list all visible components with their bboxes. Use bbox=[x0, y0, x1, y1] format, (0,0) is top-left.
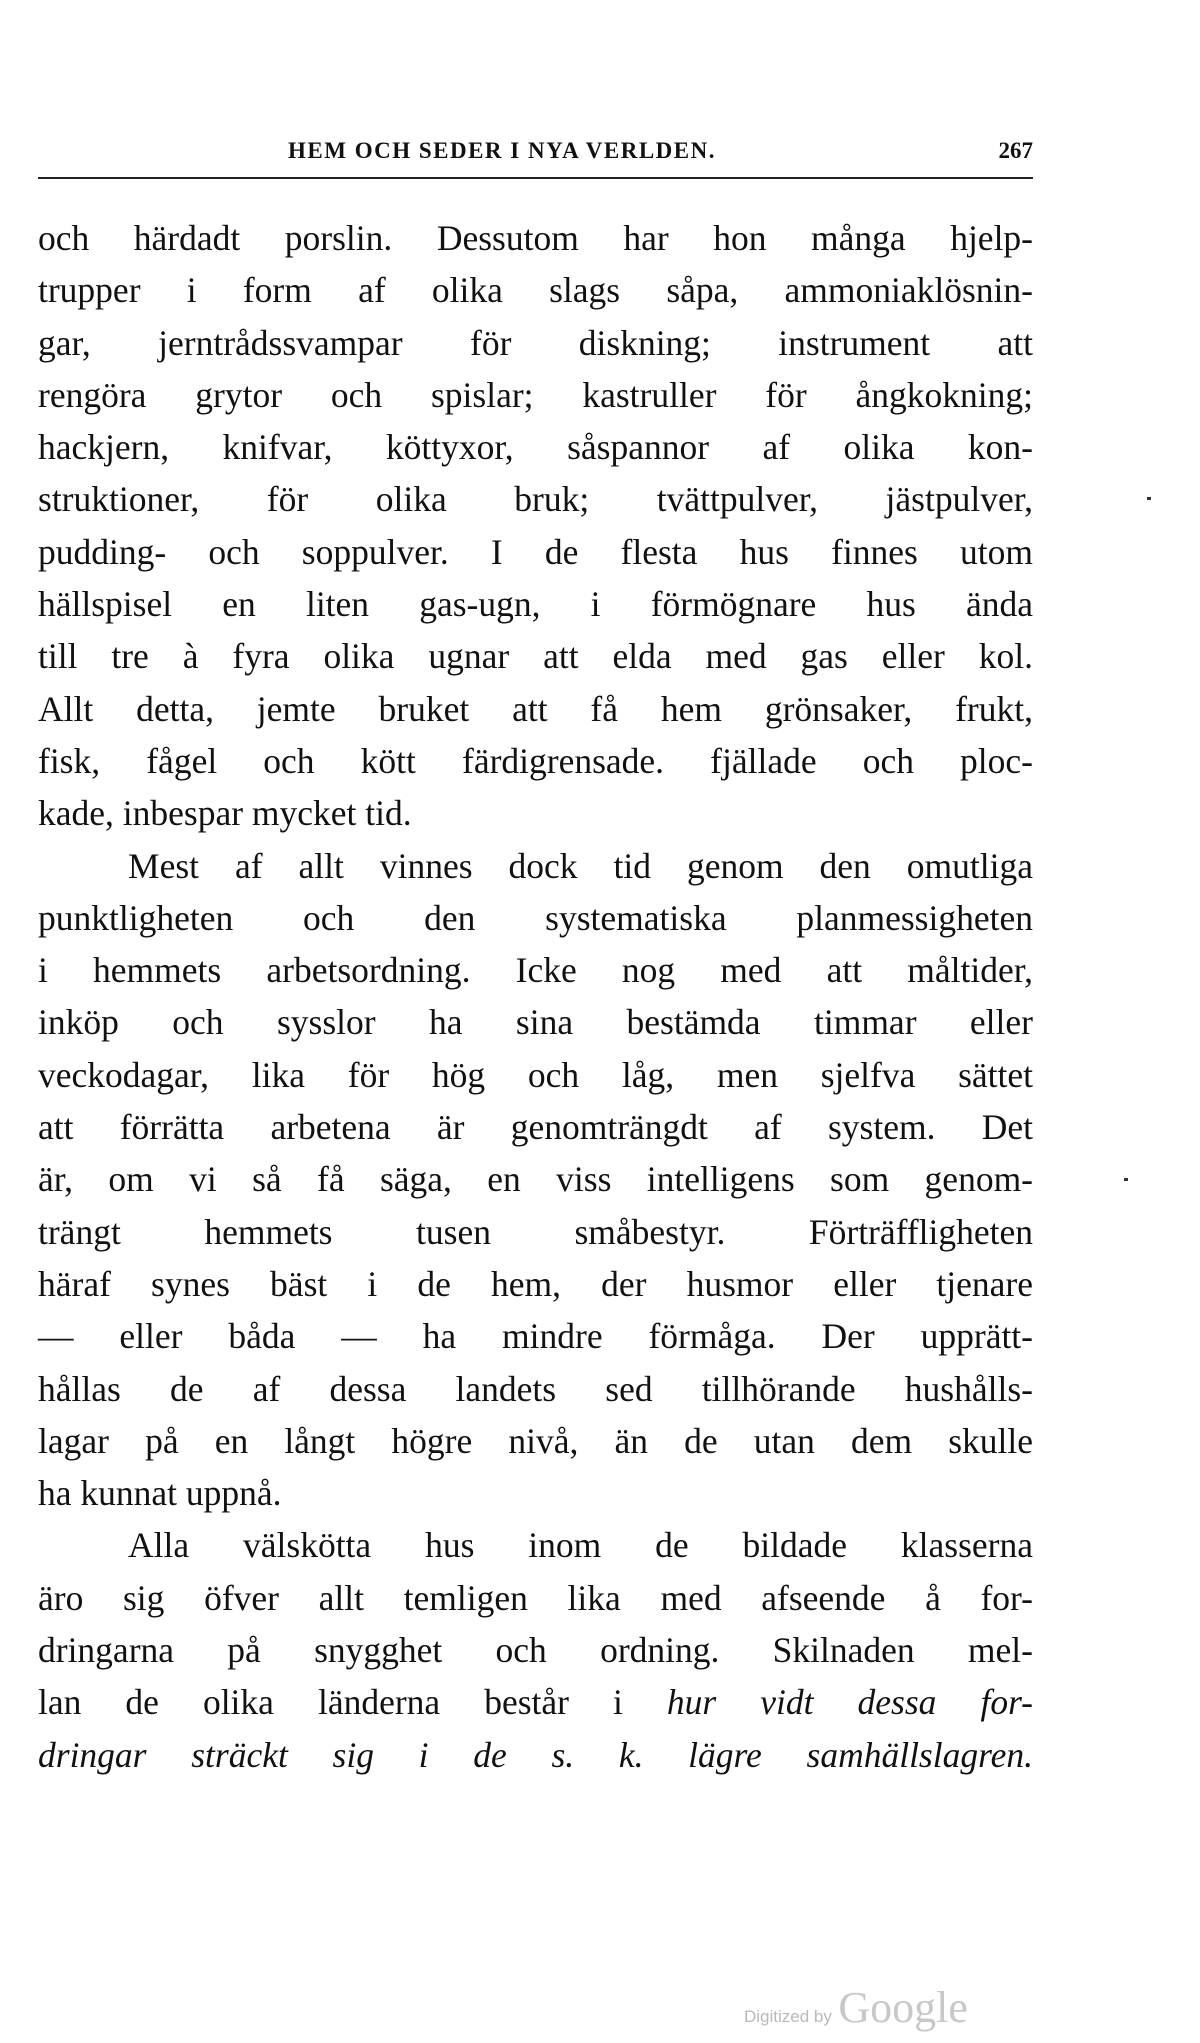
watermark-brand: Google bbox=[838, 1983, 968, 2032]
text-line-mixed bbox=[38, 1676, 1033, 1728]
text-line: pudding- och soppulver. I de flesta hus finnes utom bbox=[38, 531, 1033, 572]
text-line: fisk, fågel och kött färdigrensade. fjällade och ploc- bbox=[38, 740, 1033, 781]
text-line: punktligheten och den systematiska planmessigheten bbox=[38, 897, 1033, 938]
text-line: hällspisel en liten gas-ugn, i förmögnare hus ända bbox=[38, 584, 1033, 625]
text-line: och härdadt porslin. Dessutom har hon många hjelp- bbox=[38, 218, 1033, 258]
digitized-watermark bbox=[744, 1982, 968, 2033]
text-line: — eller båda — ha mindre förmåga. Der upprätt- bbox=[38, 1316, 1033, 1357]
text-line: att förrätta arbetena är genomträngdt af system. Det bbox=[38, 1107, 1033, 1148]
header-rule bbox=[38, 177, 1033, 179]
text-line: inköp och sysslor ha sina bestämda timmar eller bbox=[38, 1002, 1033, 1043]
text-line: dringarna på snygghet och ordning. Skilnaden mel- bbox=[38, 1630, 1033, 1671]
paragraph-first-line: Mest af allt vinnes dock tid genom den omutliga bbox=[128, 845, 1033, 886]
text-line: häraf synes bäst i de hem, der husmor eller tjenare bbox=[38, 1263, 1033, 1304]
running-title: HEM OCH SEDER I NYA VERLDEN. bbox=[288, 138, 716, 163]
text-line: veckodagar, lika för hög och låg, men sjelfva sättet bbox=[38, 1054, 1033, 1095]
text-segment: lan de olika länderna består i bbox=[38, 1682, 623, 1723]
margin-speck bbox=[1147, 497, 1151, 500]
page-number: 267 bbox=[998, 138, 1033, 163]
text-line: trupper i form af olika slags såpa, ammoniaklösnin- bbox=[38, 270, 1033, 311]
text-line: i hemmets arbetsordning. Icke nog med att måltider, bbox=[38, 950, 1033, 991]
text-line: kade, inbespar mycket tid. bbox=[38, 793, 412, 834]
paragraph-first-line: Alla välskötta hus inom de bildade klasserna bbox=[128, 1525, 1033, 1566]
text-line: rengöra grytor och spislar; kastruller för ångkokning; bbox=[38, 374, 1033, 415]
text-line: Allt detta, jemte bruket att få hem grönsaker, frukt, bbox=[38, 688, 1033, 729]
italic-text: dringar sträckt sig i de s. k. lägre samhällslagren. bbox=[38, 1734, 1033, 1775]
text-line: struktioner, för olika bruk; tvättpulver, jästpulver, bbox=[38, 479, 1033, 520]
text-line: till tre à fyra olika ugnar att elda med gas eller kol. bbox=[38, 636, 1033, 677]
text-line-italic bbox=[38, 1729, 1033, 1781]
text-line: ha kunnat uppnå. bbox=[38, 1473, 282, 1514]
running-head bbox=[38, 132, 1033, 172]
margin-speck bbox=[1124, 1178, 1128, 1181]
text-line: äro sig öfver allt temligen lika med afseende å for- bbox=[38, 1577, 1033, 1618]
watermark-prefix: Digitized by bbox=[744, 2007, 832, 2026]
italic-text: hur vidt dessa for- bbox=[666, 1682, 1034, 1723]
text-line: hackjern, knifvar, köttyxor, såspannor af olika kon- bbox=[38, 427, 1033, 468]
text-line: lagar på en långt högre nivå, än de utan dem skulle bbox=[38, 1420, 1033, 1461]
text-line: är, om vi så få säga, en viss intelligens som genom- bbox=[38, 1159, 1033, 1200]
text-line: hållas de af dessa landets sed tillhörande hushålls- bbox=[38, 1368, 1033, 1409]
text-line: gar, jerntrådssvampar för diskning; instrument att bbox=[38, 322, 1033, 363]
body-text bbox=[38, 212, 1033, 1781]
text-line: trängt hemmets tusen småbestyr. Förträffligheten bbox=[38, 1211, 1033, 1252]
